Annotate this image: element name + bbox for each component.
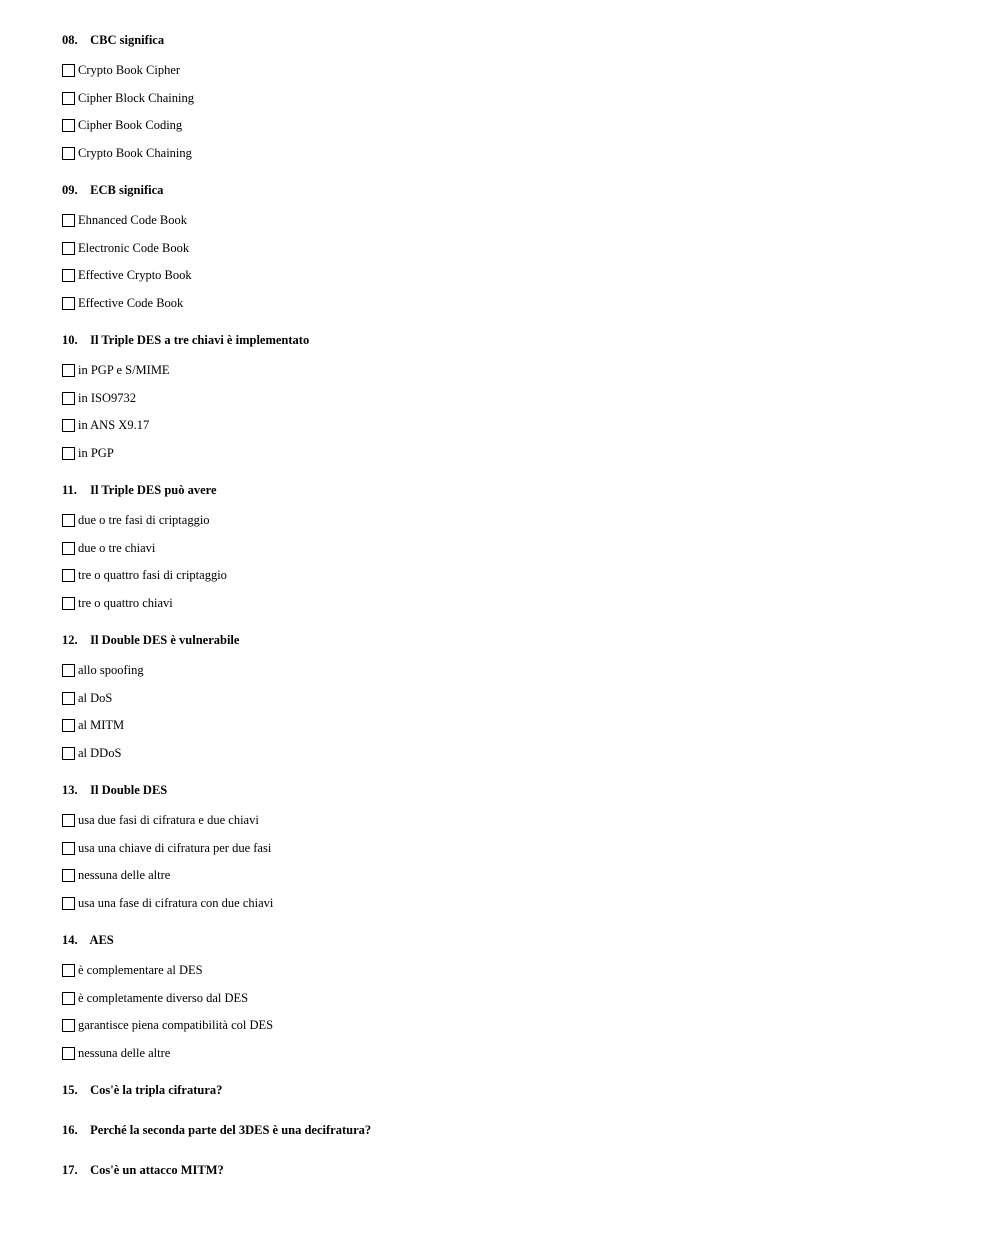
answer-checkbox[interactable] xyxy=(62,297,75,310)
answer-option-label: garantisce piena compatibilità col DES xyxy=(78,1018,274,1033)
answer-option[interactable] xyxy=(62,985,962,1013)
answer-option[interactable] xyxy=(62,807,962,835)
answer-option-label: Effective Crypto Book xyxy=(78,268,192,283)
answer-option-label: al MITM xyxy=(78,718,125,733)
answer-option[interactable] xyxy=(62,140,962,168)
answer-checkbox[interactable] xyxy=(62,719,75,732)
spacer xyxy=(62,1067,962,1081)
answer-option[interactable] xyxy=(62,85,962,113)
answer-checkbox[interactable] xyxy=(62,447,75,460)
answer-option-label: tre o quattro fasi di criptaggio xyxy=(78,568,227,583)
answer-options xyxy=(62,957,962,1067)
answer-option[interactable] xyxy=(62,207,962,235)
answer-option-label: tre o quattro chiavi xyxy=(78,595,173,610)
answer-checkbox[interactable] xyxy=(62,92,75,105)
answer-option[interactable] xyxy=(62,890,962,918)
answer-option-label: è complementare al DES xyxy=(78,963,203,978)
question-number: 14. xyxy=(62,933,78,947)
question-14 xyxy=(62,931,962,1067)
answer-checkbox[interactable] xyxy=(62,692,75,705)
question-text: Il Double DES xyxy=(90,783,168,797)
answer-checkbox[interactable] xyxy=(62,542,75,555)
question-title xyxy=(62,931,962,949)
answer-options xyxy=(62,807,962,917)
answer-option-label: due o tre fasi di criptaggio xyxy=(78,513,210,528)
answer-option-label: allo spoofing xyxy=(78,663,144,678)
answer-option-label: in PGP xyxy=(78,445,114,460)
answer-checkbox[interactable] xyxy=(62,814,75,827)
answer-checkbox[interactable] xyxy=(62,992,75,1005)
answer-checkbox[interactable] xyxy=(62,1047,75,1060)
question-11 xyxy=(62,481,962,617)
answer-option[interactable] xyxy=(62,412,962,440)
answer-option-label: è completamente diverso dal DES xyxy=(78,990,249,1005)
question-title xyxy=(62,631,962,649)
question-17 xyxy=(62,1161,962,1179)
spacer xyxy=(62,767,962,781)
answer-checkbox[interactable] xyxy=(62,597,75,610)
answer-option[interactable] xyxy=(62,835,962,863)
question-title xyxy=(62,1081,962,1099)
quiz-document xyxy=(62,31,962,1179)
question-number: 13. xyxy=(62,783,78,797)
question-title xyxy=(62,1161,962,1179)
answer-option-label: Crypto Book Chaining xyxy=(78,145,192,160)
answer-checkbox[interactable] xyxy=(62,1019,75,1032)
answer-option[interactable] xyxy=(62,112,962,140)
answer-option-label: al DDoS xyxy=(78,745,122,760)
answer-option-label: al DoS xyxy=(78,690,113,705)
question-number: 15. xyxy=(62,1083,78,1097)
answer-checkbox[interactable] xyxy=(62,364,75,377)
question-number: 10. xyxy=(62,333,78,347)
answer-option-label: Crypto Book Cipher xyxy=(78,63,181,78)
answer-option[interactable] xyxy=(62,357,962,385)
answer-option[interactable] xyxy=(62,957,962,985)
answer-checkbox[interactable] xyxy=(62,64,75,77)
question-text: Perché la seconda parte del 3DES è una decifratura? xyxy=(90,1123,372,1137)
answer-options xyxy=(62,207,962,317)
answer-option-label: due o tre chiavi xyxy=(78,540,156,555)
question-text: AES xyxy=(89,933,114,947)
answer-option[interactable] xyxy=(62,862,962,890)
question-text: Il Triple DES a tre chiavi è implementato xyxy=(90,333,310,347)
question-text: Cos'è la tripla cifratura? xyxy=(90,1083,223,1097)
answer-option-label: Ehnanced Code Book xyxy=(78,213,188,228)
spacer xyxy=(62,167,962,181)
spacer xyxy=(62,617,962,631)
answer-option[interactable] xyxy=(62,562,962,590)
answer-option-label: usa due fasi di cifratura e due chiavi xyxy=(78,813,259,828)
question-number: 12. xyxy=(62,633,78,647)
answer-checkbox[interactable] xyxy=(62,269,75,282)
answer-option-label: Effective Code Book xyxy=(78,295,184,310)
answer-option-label: nessuna delle altre xyxy=(78,868,171,883)
question-16 xyxy=(62,1121,962,1139)
question-title xyxy=(62,31,962,49)
answer-option[interactable] xyxy=(62,440,962,468)
answer-options xyxy=(62,57,962,167)
question-10 xyxy=(62,331,962,467)
answer-option-label: in ANS X9.17 xyxy=(78,418,150,433)
answer-option-label: in PGP e S/MIME xyxy=(78,363,170,378)
answer-option-label: usa una fase di cifratura con due chiavi xyxy=(78,895,274,910)
question-title xyxy=(62,781,962,799)
answer-option[interactable] xyxy=(62,235,962,263)
answer-checkbox[interactable] xyxy=(62,569,75,582)
question-text: Cos'è un attacco MITM? xyxy=(90,1163,224,1177)
answer-checkbox[interactable] xyxy=(62,664,75,677)
question-title xyxy=(62,481,962,499)
answer-checkbox[interactable] xyxy=(62,147,75,160)
answer-option[interactable] xyxy=(62,535,962,563)
answer-option-label: Cipher Block Chaining xyxy=(78,90,194,105)
answer-option[interactable] xyxy=(62,740,962,768)
question-number: 17. xyxy=(62,1163,78,1177)
question-13 xyxy=(62,781,962,917)
answer-option[interactable] xyxy=(62,712,962,740)
spacer xyxy=(62,317,962,331)
question-text: Il Triple DES può avere xyxy=(90,483,217,497)
question-08 xyxy=(62,31,962,167)
answer-checkbox[interactable] xyxy=(62,119,75,132)
answer-option[interactable] xyxy=(62,685,962,713)
spacer xyxy=(62,1139,962,1161)
answer-option-label: usa una chiave di cifratura per due fasi xyxy=(78,840,272,855)
spacer xyxy=(62,1099,962,1121)
answer-checkbox[interactable] xyxy=(62,842,75,855)
answer-checkbox[interactable] xyxy=(62,419,75,432)
question-number: 11. xyxy=(62,483,77,497)
answer-option[interactable] xyxy=(62,1040,962,1068)
question-text: CBC significa xyxy=(90,33,165,47)
answer-option[interactable] xyxy=(62,385,962,413)
answer-option[interactable] xyxy=(62,57,962,85)
answer-option[interactable] xyxy=(62,507,962,535)
answer-checkbox[interactable] xyxy=(62,747,75,760)
answer-options xyxy=(62,657,962,767)
answer-options xyxy=(62,357,962,467)
question-09 xyxy=(62,181,962,317)
question-title xyxy=(62,181,962,199)
answer-checkbox[interactable] xyxy=(62,242,75,255)
question-number: 09. xyxy=(62,183,78,197)
answer-option-label: Electronic Code Book xyxy=(78,240,190,255)
answer-option[interactable] xyxy=(62,657,962,685)
question-title xyxy=(62,331,962,349)
question-text: ECB significa xyxy=(90,183,164,197)
answer-options xyxy=(62,507,962,617)
answer-checkbox[interactable] xyxy=(62,964,75,977)
answer-option[interactable] xyxy=(62,290,962,318)
answer-checkbox[interactable] xyxy=(62,869,75,882)
answer-option[interactable] xyxy=(62,1012,962,1040)
question-title xyxy=(62,1121,962,1139)
answer-checkbox[interactable] xyxy=(62,392,75,405)
question-number: 16. xyxy=(62,1123,78,1137)
answer-option-label: Cipher Book Coding xyxy=(78,118,183,133)
answer-option-label: nessuna delle altre xyxy=(78,1045,171,1060)
question-12 xyxy=(62,631,962,767)
answer-checkbox[interactable] xyxy=(62,214,75,227)
spacer xyxy=(62,917,962,931)
question-number: 08. xyxy=(62,33,78,47)
answer-checkbox[interactable] xyxy=(62,514,75,527)
answer-option[interactable] xyxy=(62,590,962,618)
spacer xyxy=(62,467,962,481)
question-text: Il Double DES è vulnerabile xyxy=(90,633,240,647)
question-15 xyxy=(62,1081,962,1099)
answer-option[interactable] xyxy=(62,262,962,290)
answer-checkbox[interactable] xyxy=(62,897,75,910)
answer-option-label: in ISO9732 xyxy=(78,390,136,405)
